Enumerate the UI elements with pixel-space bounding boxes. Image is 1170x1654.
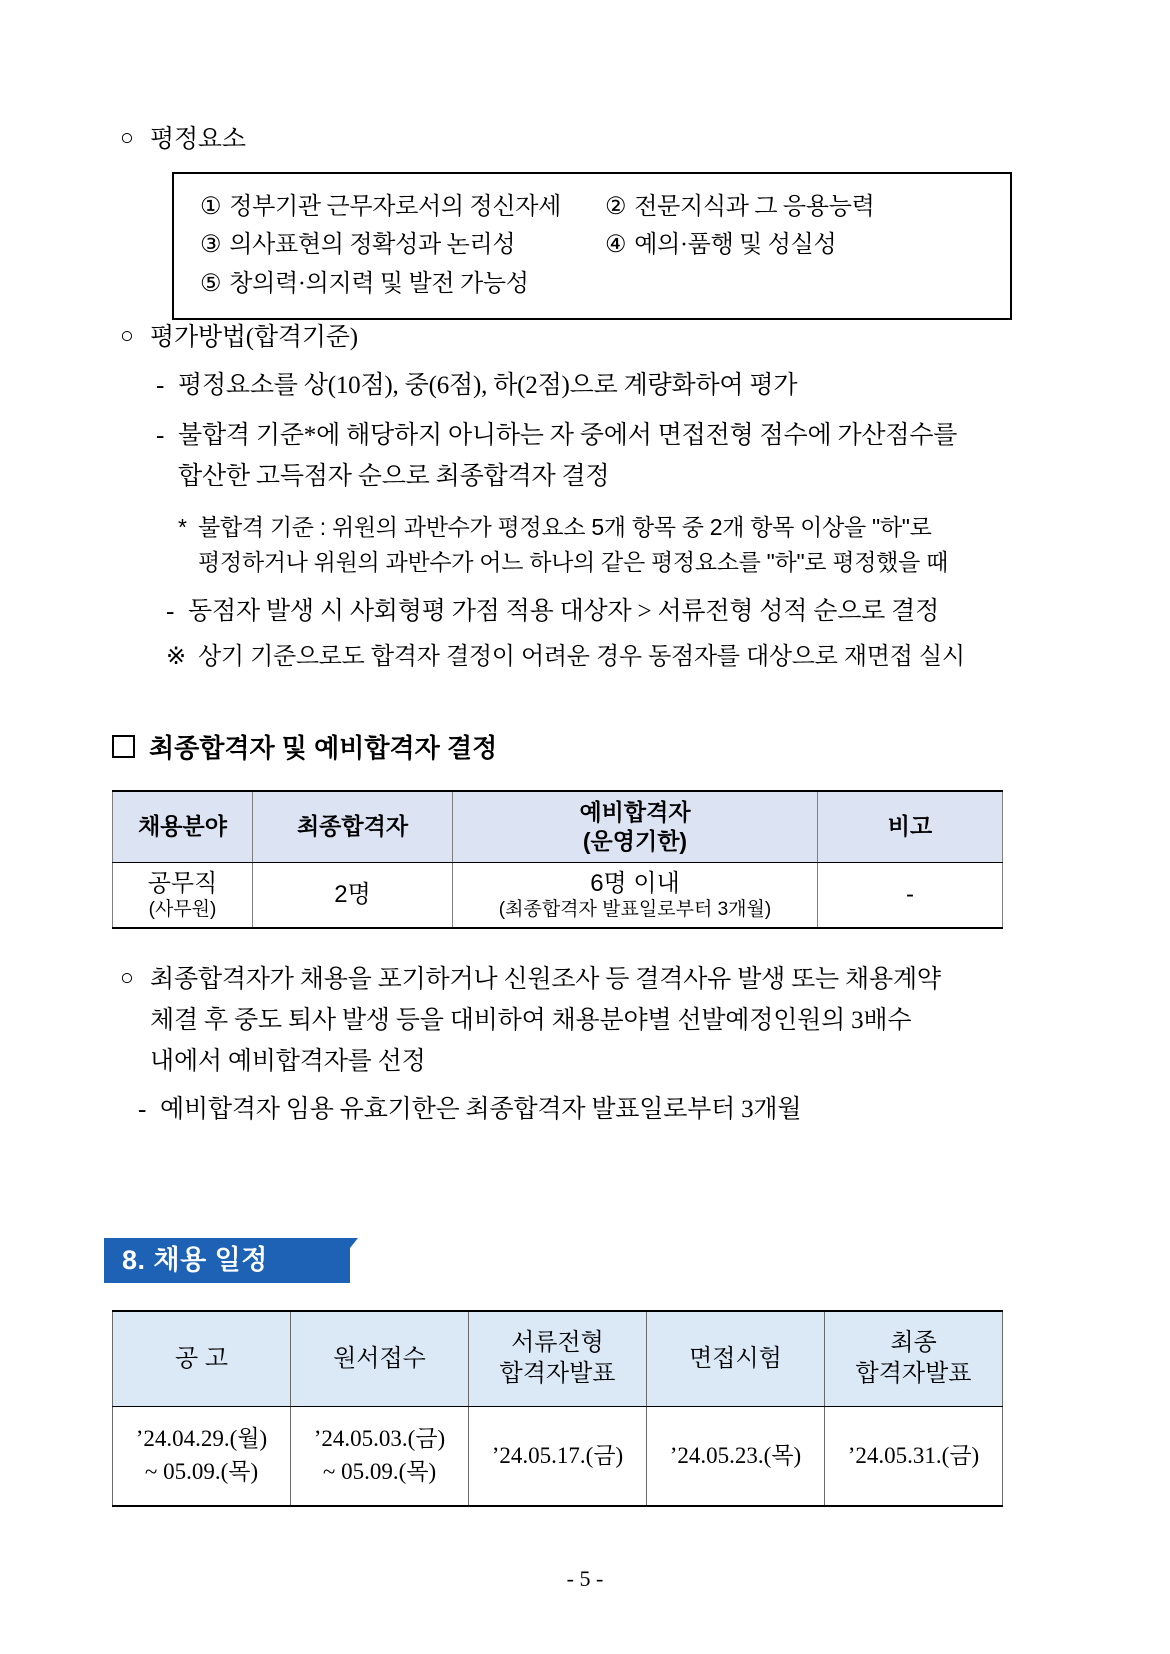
- reserve-paragraph-line2: 체결 후 중도 퇴사 발생 등을 대비하여 채용분야별 선발예정인원의 3배수: [150, 1006, 912, 1034]
- method-item-4-text: 상기 기준으로도 합격자 결정이 어려운 경우 동점자를 대상으로 재면접 실시: [198, 643, 965, 671]
- schedule-cell-interview: [647, 1407, 825, 1507]
- evaluation-method-heading-text: 평가방법(합격기준): [150, 324, 358, 351]
- circle-bullet-icon: ○: [120, 965, 134, 990]
- factor-text-5: 창의력·의지력 및 발전 가능성: [229, 271, 529, 298]
- reserve-paragraph: [120, 962, 1050, 998]
- col-header-reserve-line2: (운영기한): [582, 827, 688, 854]
- method-item-1-text: 평정요소를 상(10점), 중(6점), 하(2점)으로 계량화하여 평가: [178, 371, 798, 399]
- method-item-3-text: 동점자 발생 시 사회형평 가점 적용 대상자 > 서류전형 성적 순으로 결정: [188, 597, 940, 625]
- method-item-2-text-line2: 합산한 고득점자 순으로 최종합격자 결정: [178, 462, 610, 490]
- final-pass-heading: [112, 728, 1042, 765]
- schedule-col-interview: [647, 1311, 825, 1407]
- factor-number-1: ①: [200, 193, 222, 220]
- method-footnote-line2: 평정하거나 위원의 과반수가 어느 하나의 같은 평정요소를 "하"로 평정했을 때: [198, 549, 948, 576]
- asterisk-icon: *: [178, 514, 187, 540]
- schedule-cell-final-result-line1: ’24.05.31.(금): [847, 1442, 980, 1468]
- schedule-col-announcement: [113, 1311, 291, 1407]
- schedule-header-row: [113, 1311, 1003, 1407]
- factor-text-3: 의사표현의 정확성과 논리성: [229, 232, 516, 259]
- schedule-col-application-line1: 원서접수: [333, 1344, 426, 1372]
- final-pass-heading-text: 최종합격자 및 예비합격자 결정: [149, 733, 498, 763]
- method-footnote-line1: 불합격 기준 : 위원의 과반수가 평정요소 5개 항목 중 2개 항목 이상을 "하"로: [198, 514, 932, 540]
- cell-remark: -: [818, 862, 1003, 928]
- schedule-col-document-result-line2: 합격자발표: [499, 1360, 616, 1387]
- schedule-col-application: [291, 1311, 469, 1407]
- factor-text-1: 정부기관 근무자로서의 정신자세: [229, 193, 561, 220]
- col-header-final: 최종합격자: [253, 791, 453, 862]
- banner-arrow-icon: [322, 1238, 358, 1283]
- reserve-dash-item-text: 예비합격자 임용 유효기한은 최종합격자 발표일로부터 3개월: [160, 1095, 802, 1123]
- schedule-col-final-result-line2: 합격자발표: [855, 1360, 972, 1387]
- factor-item-4: [605, 226, 1010, 265]
- col-header-reserve: [453, 791, 818, 862]
- table-row: [113, 862, 1003, 928]
- cell-reserve: [453, 862, 818, 928]
- dash-bullet-icon: -: [138, 1095, 147, 1123]
- factor-item-5: [200, 265, 605, 304]
- col-header-reserve-line1: 예비합격자: [579, 799, 691, 825]
- factor-row: [200, 265, 1010, 304]
- reserve-paragraph-line1: 최종합격자가 채용을 포기하거나 신원조사 등 결격사유 발생 또는 채용계약: [150, 966, 941, 993]
- schedule-data-row: [113, 1407, 1003, 1507]
- schedule-cell-announcement: [113, 1407, 291, 1507]
- schedule-col-announcement-line1: 공 고: [174, 1344, 229, 1372]
- schedule-cell-announcement-line1: ’24.04.29.(월): [135, 1426, 268, 1452]
- section8-banner-label: 8. 채용 일정: [122, 1245, 268, 1275]
- factor-row: [200, 188, 1010, 227]
- cell-field-main: 공무직: [147, 869, 218, 897]
- schedule-cell-document-result: [469, 1407, 647, 1507]
- schedule-cell-application: [291, 1407, 469, 1507]
- factor-number-2: ②: [605, 193, 627, 220]
- table-header-row: [113, 791, 1003, 862]
- evaluation-method-section: [120, 320, 1050, 675]
- method-item-4: [166, 640, 1050, 675]
- factor-number-5: ⑤: [200, 271, 222, 298]
- evaluation-factors-section: [120, 122, 1050, 320]
- schedule-cell-document-result-line1: ’24.05.17.(금): [491, 1442, 624, 1468]
- page-number: - 5 -: [566, 1566, 604, 1591]
- schedule-col-document-result-line1: 서류전형: [511, 1329, 604, 1357]
- method-footnote: [178, 511, 1050, 544]
- cell-reserve-main: 6명 이내: [590, 869, 680, 897]
- circle-bullet-icon: ○: [120, 125, 134, 150]
- section8-banner: [104, 1238, 350, 1283]
- final-pass-section: [112, 728, 1042, 765]
- evaluation-factors-box: [172, 172, 1012, 321]
- factor-item-2: [605, 188, 1010, 227]
- factor-text-4: 예의·품행 및 성실성: [634, 232, 837, 259]
- factor-number-4: ④: [605, 232, 627, 259]
- final-pass-table: [112, 790, 1003, 929]
- evaluation-factors-heading: [120, 122, 1050, 158]
- method-item-1: [156, 368, 1050, 405]
- reference-mark-icon: ※: [166, 643, 186, 671]
- col-header-remark: 비고: [818, 791, 1003, 862]
- schedule-cell-interview-line1: ’24.05.23.(목): [669, 1442, 802, 1468]
- schedule-col-interview-line1: 면접시험: [689, 1344, 782, 1372]
- schedule-col-final-result: [825, 1311, 1003, 1407]
- evaluation-method-heading: [120, 320, 1050, 356]
- reserve-dash-item: [138, 1092, 1050, 1129]
- reserve-explanation-block: [120, 962, 1050, 1128]
- cell-field-sub: (사무원): [148, 898, 217, 920]
- col-header-field: 채용분야: [113, 791, 253, 862]
- dash-bullet-icon: -: [156, 422, 165, 449]
- evaluation-factors-heading-text: 평정요소: [150, 126, 246, 153]
- schedule-table: [112, 1310, 1003, 1507]
- factor-text-2: 전문지식과 그 응용능력: [634, 193, 875, 220]
- factor-item-1: [200, 188, 605, 227]
- factor-item-empty: [605, 265, 1010, 304]
- schedule-cell-application-line2: ~ 05.09.(목): [322, 1459, 437, 1484]
- circle-bullet-icon: ○: [120, 323, 134, 348]
- factor-row: [200, 226, 1010, 265]
- schedule-col-final-result-line1: 최종: [890, 1329, 937, 1357]
- factor-item-3: [200, 226, 605, 265]
- schedule-cell-application-line1: ’24.05.03.(금): [313, 1426, 446, 1452]
- schedule-col-document-result: [469, 1311, 647, 1407]
- method-item-2: [156, 418, 1050, 455]
- dash-bullet-icon: -: [166, 597, 175, 625]
- square-bullet-icon: [112, 735, 135, 758]
- schedule-cell-final-result: [825, 1407, 1003, 1507]
- method-item-2-text-line1: 불합격 기준*에 해당하지 아니하는 자 중에서 면접전형 점수에 가산점수를: [178, 422, 958, 449]
- dash-bullet-icon: -: [156, 371, 165, 399]
- cell-final-count: 2명: [253, 862, 453, 928]
- schedule-cell-announcement-line2: ~ 05.09.(목): [144, 1459, 259, 1484]
- cell-reserve-sub: (최종합격자 발표일로부터 3개월): [498, 898, 772, 920]
- factor-number-3: ③: [200, 232, 222, 259]
- cell-field: [113, 862, 253, 928]
- method-item-3: [166, 594, 1050, 631]
- reserve-paragraph-line3: 내에서 예비합격자를 선정: [150, 1047, 426, 1075]
